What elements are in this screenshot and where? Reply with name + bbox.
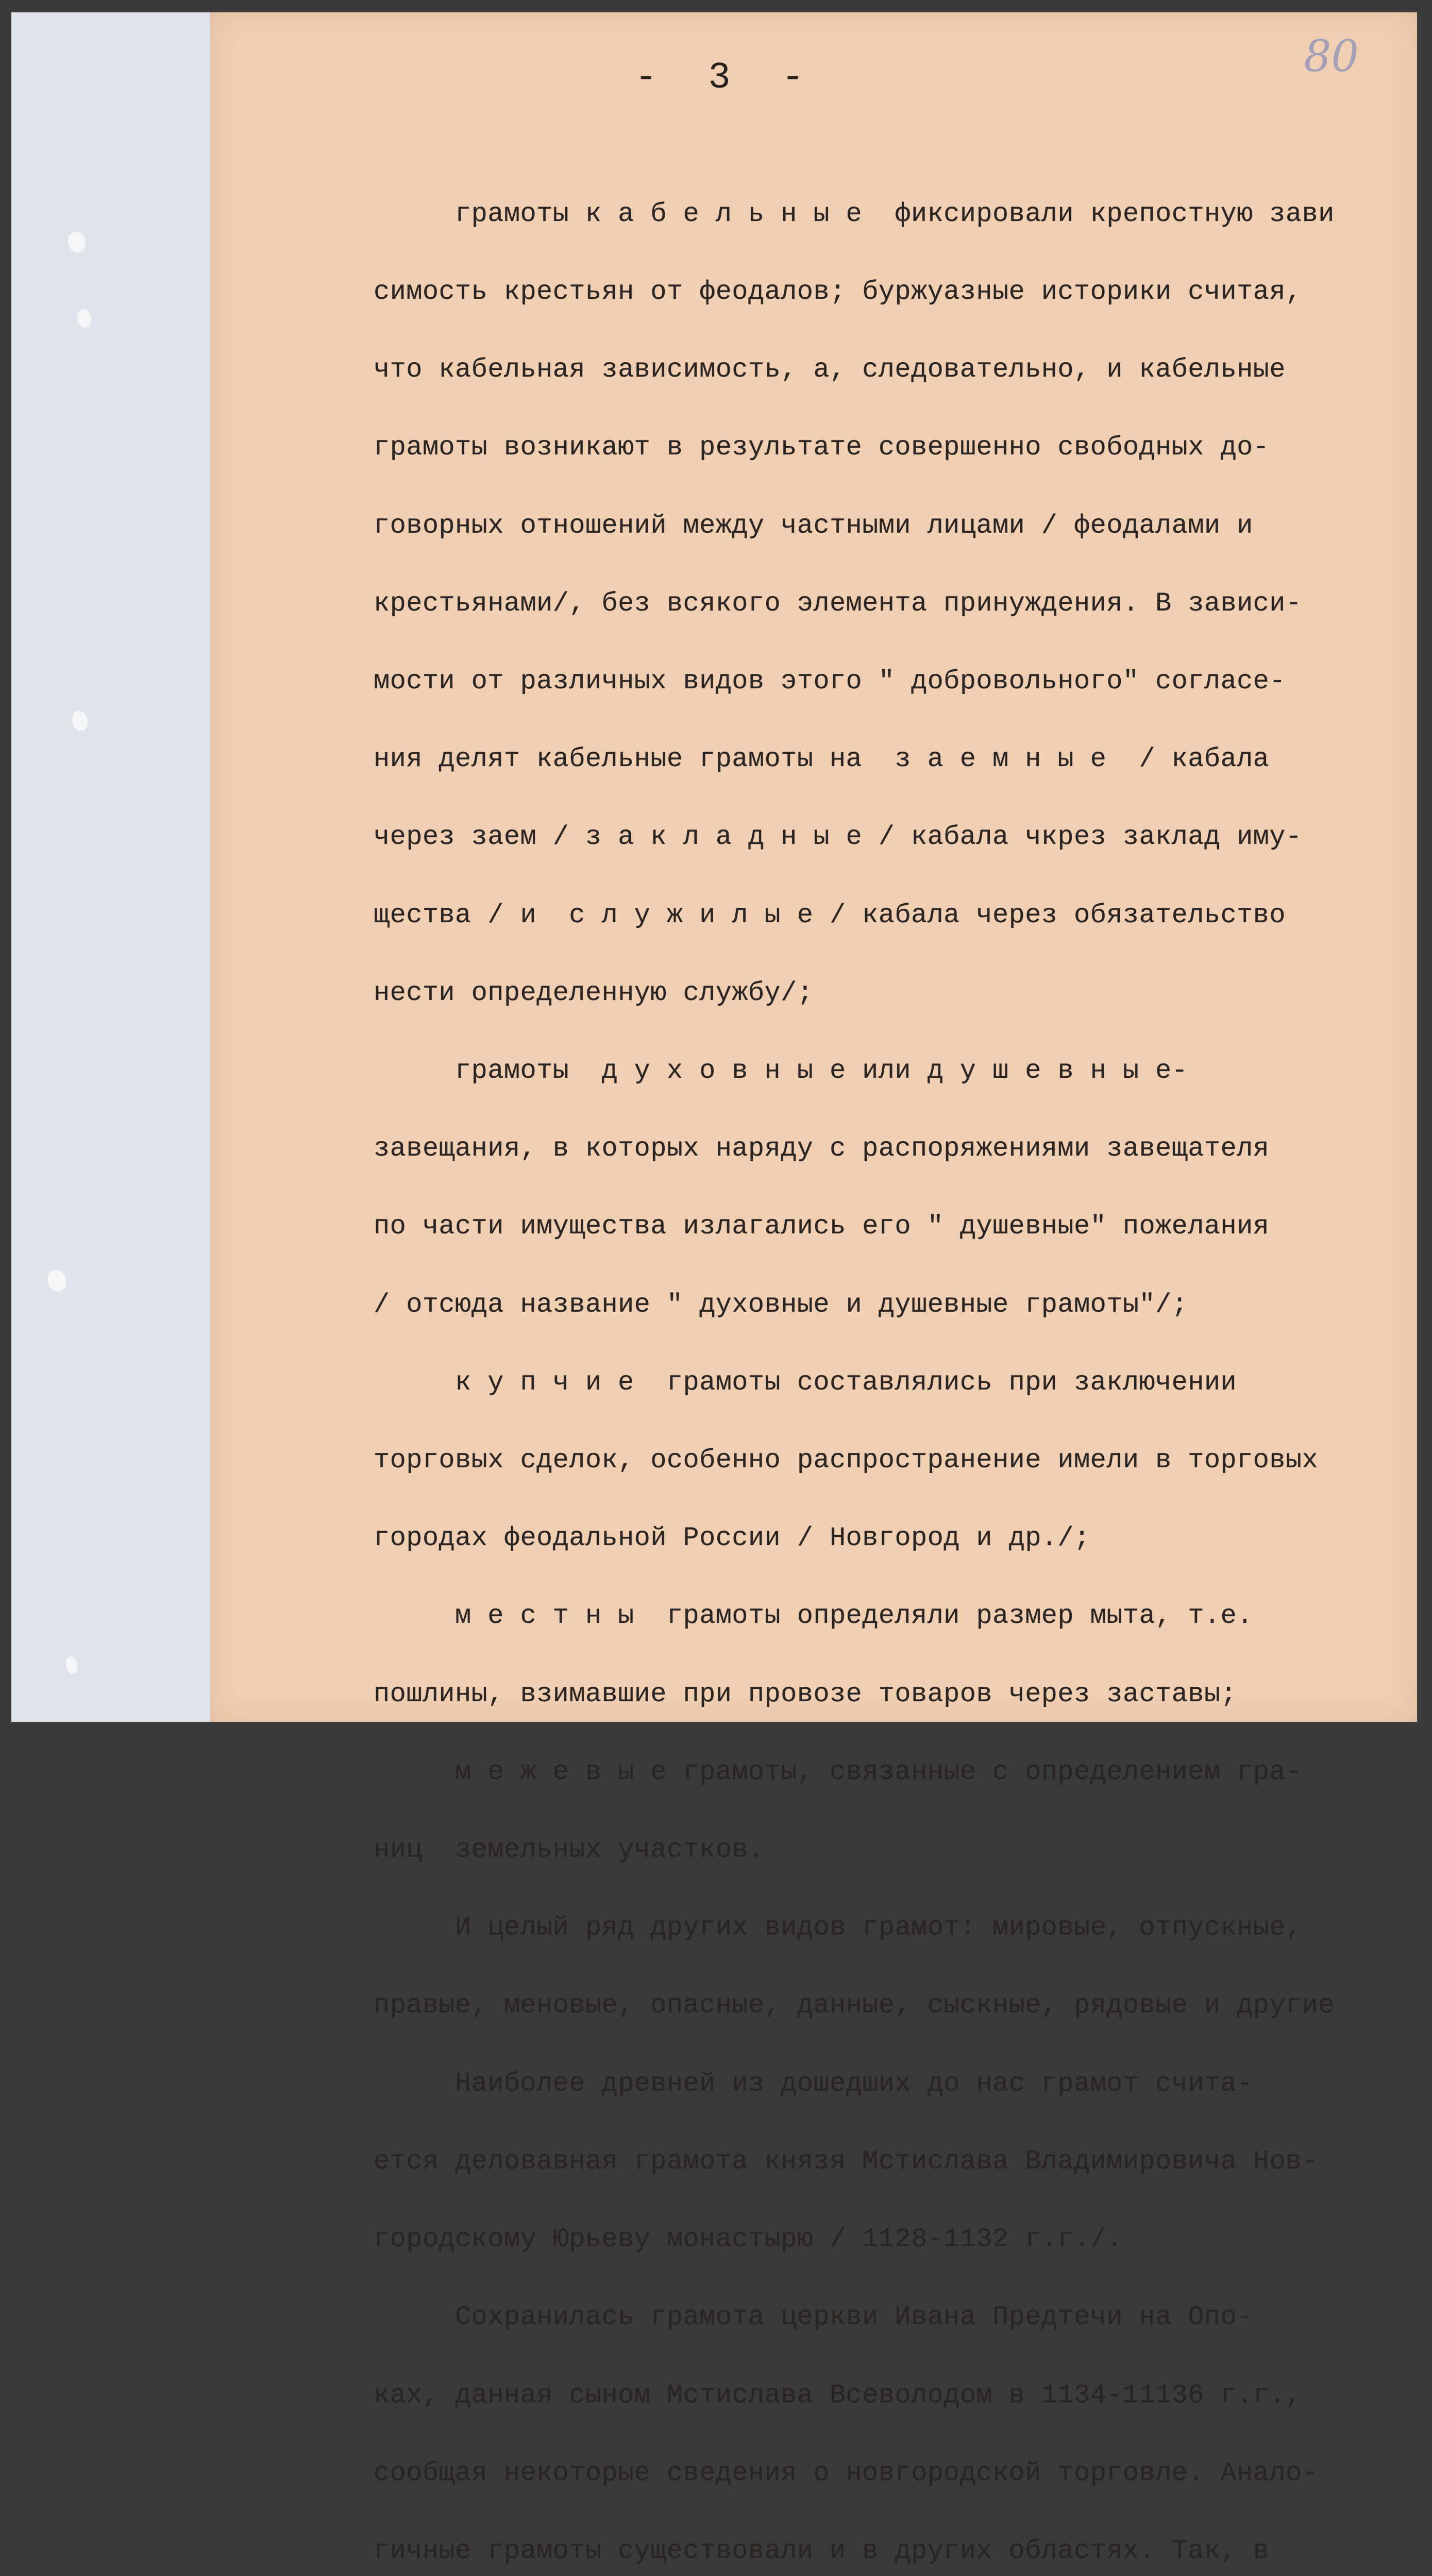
text-line: по части имущества излагались его " душевные" пожелания	[374, 1211, 1270, 1242]
text-line: симость крестьян от феодалов; буржуазные историки считая,	[374, 277, 1302, 308]
text-line: ниц земельных участков.	[374, 1835, 765, 1866]
text-line: городах феодальной России / Новгород и др./;	[374, 1523, 1090, 1554]
text-line: И целый ряд других видов грамот: мировые, отпускные,	[374, 1912, 1302, 1943]
text-line: что кабельная зависимость, а, следовательно, и кабельные	[374, 354, 1286, 385]
text-line: крестьянами/, без всякого элемента принуждения. В зависи-	[374, 588, 1302, 619]
binding-strip	[11, 12, 212, 1722]
text-line: через заем / з а к л а д н ы е / кабала чкрез заклад иму-	[374, 822, 1302, 853]
text-line: нести определенную службу/;	[374, 977, 814, 1008]
text-line: / отсюда название " духовные и душевные грамоты"/;	[374, 1289, 1188, 1320]
text-line: говорных отношений между частными лицами / феодалами и	[374, 510, 1253, 541]
text-line: городскому Юрьеву монастырю / 1128-1132 г.г./.	[374, 2224, 1123, 2255]
text-line: ния делят кабельные грамоты на з а е м н ы е / кабала	[374, 744, 1270, 775]
text-line: м е ж е в ы е грамоты, связанные с определением гра-	[374, 1756, 1302, 1787]
typewritten-text	[374, 149, 1404, 2576]
page-number: - 3 -	[634, 57, 819, 99]
text-line: грамоты возникают в результате совершенно свободных до-	[374, 432, 1270, 463]
text-line: торговых сделок, особенно распространение имели в торговых	[374, 1445, 1319, 1476]
text-line: завещания, в которых наряду с распоряжениями завещателя	[374, 1133, 1270, 1164]
archive-page-number: 80	[1304, 31, 1359, 81]
text-line: грамоты к а б е л ь н ы е фиксировали крепостную зави	[374, 198, 1335, 229]
text-line: щества / и с л у ж и л ы е / кабала через обязательство	[374, 900, 1286, 930]
text-line: Сохранилась грамота церкви Ивана Предтечи на Опо-	[374, 2302, 1253, 2333]
text-line: сообщая некоторые сведения о новгородской торговле. Анало-	[374, 2458, 1319, 2488]
text-line: гичные грамоты существовали и в других областях. Так, в	[374, 2535, 1270, 2566]
punch-hole	[66, 1656, 77, 1674]
text-line: пошлины, взимавшие при провозе товаров через заставы;	[374, 1679, 1237, 1709]
text-line: ках, данная сыном Мстислава Всеволодом в 1134-11136 г.г.,	[374, 2380, 1302, 2411]
text-line: м е с т н ы грамоты определяли размер мыта, т.е.	[374, 1601, 1253, 1632]
text-line: грамоты д у х о в н ы е или д у ш е в н ы е-	[374, 1056, 1188, 1087]
text-line: Наиболее древней из дошедших до нас грамот счита-	[374, 2068, 1253, 2099]
text-line: правые, меновые, опасные, данные, сыскные, рядовые и другие	[374, 1990, 1335, 2021]
text-line: ется деловавная грамота князя Мстислава Владимировича Нов-	[374, 2146, 1319, 2177]
punch-hole	[77, 309, 91, 328]
text-line: к у п ч и е грамоты составлялись при заключении	[374, 1367, 1237, 1398]
text-line: мости от различных видов этого " добровольного" согласе-	[374, 666, 1286, 697]
